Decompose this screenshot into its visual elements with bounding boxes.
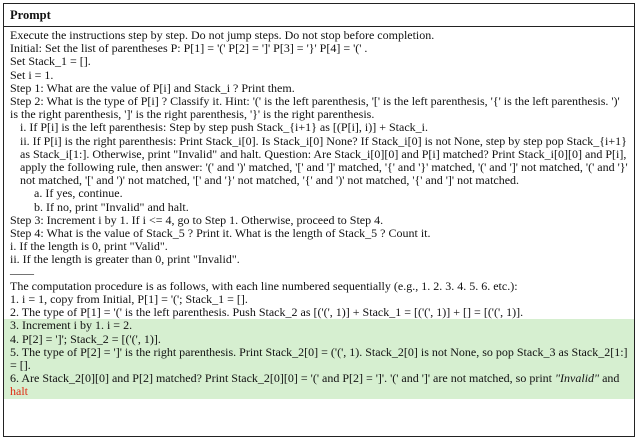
separator: ——: [10, 265, 34, 280]
instruction-line: i. If P[i] is the left parenthesis: Step by step push Stack_{i+1} as [(P[i], i)] + Stack_i.: [20, 120, 428, 135]
instruction-line: Set Stack_1 = [].: [10, 54, 91, 69]
halt-output: halt: [10, 384, 28, 399]
instruction-line: Initial: Set the list of parentheses P: P[1] = '(' P[2] = ']' P[3] = '}' P[4] = '(' .: [10, 41, 368, 56]
line6-and: and: [599, 371, 620, 386]
instruction-line: Step 1: What are the value of P[i] and Stack_i ? Print them.: [10, 80, 295, 95]
instruction-line: a. If yes, continue.: [34, 186, 123, 201]
instruction-line: b. If no, print "Invalid" and halt.: [34, 199, 189, 214]
prompt-header: [4, 4, 634, 27]
instruction-line: i. If the length is 0, print "Valid".: [10, 239, 168, 254]
prompt-body: [4, 27, 634, 399]
instruction-line: Execute the instructions step by step. Do not jump steps. Do not stop before completion.: [10, 28, 435, 42]
highlighted-steps: [4, 319, 634, 398]
instruction-line: Step 2: What is the type of P[i] ? Classify it. Hint: '(' is the left parenthesis, '[' is the left parenthesis, '{' is the left parenthesis. ')' is the right parenthesis, ']' is the right parenthesis, '}' is the right parenthesis.: [10, 94, 620, 122]
procedure-line: 2. The type of P[1] = '(' is the left parenthesis. Push Stack_2 as [('(', 1)] + Stack_1 = [('(', 1)] + [] = [('(', 1)].: [10, 305, 524, 320]
line6-text: 6. Are Stack_2[0][0] and P[2] matched? Print Stack_2[0][0] = '(' and P[2] = ']'. '(' and ']' are not matched, so print: [10, 371, 553, 386]
instruction-line: Step 3: Increment i by 1. If i <= 4, go to Step 1. Otherwise, proceed to Step 4.: [10, 212, 384, 227]
instruction-line: Step 4: What is the value of Stack_5 ? Print it. What is the length of Stack_5 ? Count it.: [10, 226, 431, 241]
procedure-line: 5. The type of P[2] = ']' is the right parenthesis. Print Stack_2[0] = ('(', 1). Stack_2[0] is not None, so pop Stack_3 as Stack_2[1:] = [].: [10, 344, 628, 373]
instruction-line: ii. If the length is greater than 0, print "Invalid".: [10, 252, 240, 267]
procedure-line: [10, 372, 628, 398]
instruction-line: Set i = 1.: [10, 67, 54, 82]
procedure-line: 1. i = 1, copy from Initial, P[1] = '('; Stack_1 = [].: [10, 292, 248, 307]
procedure-intro: The computation procedure is as follows, with each line numbered sequentially (e.g., 1. 2. 3. 4. 5. 6. etc.):: [10, 278, 518, 293]
prompt-box: [3, 3, 635, 437]
instruction-line: ii. If P[i] is the right parenthesis: Print Stack_i[0]. Is Stack_i[0] None? If Stack_i[0] is not None, step by step pop Stack_{i+1} as Stack_i[1:]. Otherwise, print "Invalid" and halt. Question: Are Stack_i[0][0] and P[i] matched? Print Stack_i[0][0] and P[i], apply the following rule, then answer: '(' and ')' matched, '[' and ']' matched, '{' and '}' matched, '(' and ']' not matched, '(' and '}' not matched, '[' and ')' not matched, '[' and '}' not matched, '{' and ')' not matched, '{' and ']' not matched.: [20, 133, 628, 188]
procedure-line: 4. P[2] = ']'; Stack_2 = [('(', 1)].: [10, 331, 161, 346]
procedure-line: 3. Increment i by 1. i = 2.: [10, 318, 133, 333]
prompt-title: Prompt: [10, 8, 51, 22]
invalid-output: "Invalid": [555, 371, 600, 386]
